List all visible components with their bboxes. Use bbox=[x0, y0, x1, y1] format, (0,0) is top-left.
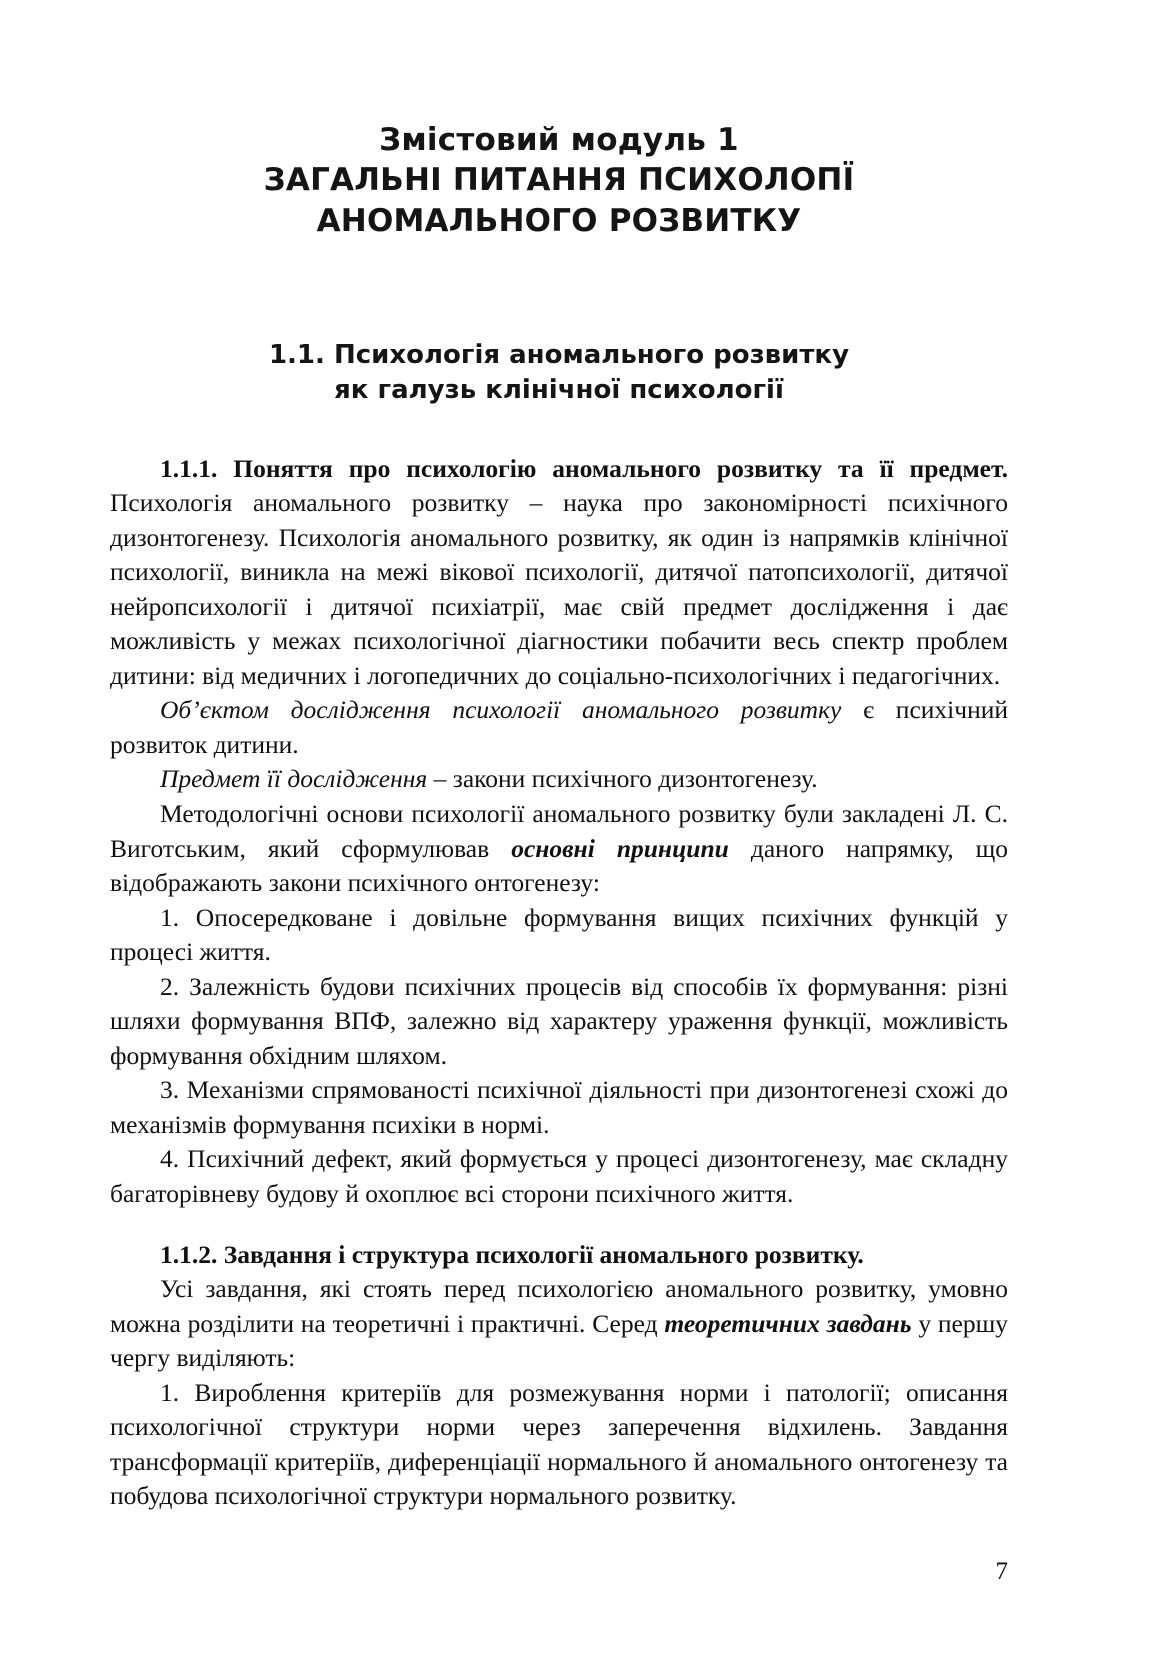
subsection-2-opening-paragraph bbox=[110, 1272, 1008, 1376]
tasks-intro-part-2: у першу чергу виділяють: bbox=[110, 1308, 1008, 1373]
principle-item: 4. Психічний дефект, який формується у процесі дизонтогенезу, має складну багаторівневу будову й охоплює всі сторони психічного життя. bbox=[110, 1144, 1008, 1209]
page-number: 7 bbox=[995, 1558, 1008, 1585]
subsection-1-paragraph-1: Психологія аномального розвитку – наука про закономірності психічного дизонтогенезу. Психологія аномального розвитку, як один із напрямків клінічної психології, виникла на межі вікової психології, дитячої патопсихології, дитячої нейропсихології і дитячої психіатрії, має свій предмет дослідження і дає можливість у межах психологічної діагностики побачити весь спектр проблем дитини: від медичних і логопедичних до соціально-психологічних і педагогічних. bbox=[110, 488, 1008, 690]
methodological-basis-paragraph bbox=[110, 797, 1008, 901]
section-heading bbox=[110, 338, 1008, 408]
section-spacer bbox=[110, 1212, 1008, 1238]
object-of-research-rest: є психічний розвиток дитини. bbox=[110, 695, 1009, 759]
basic-principles-emphasis: основні принципи bbox=[511, 833, 729, 863]
principle-item: 2. Залежність будови психічних процесів від способів їх формування: різні шляхи формування ВПФ, залежно від характеру ураження функції, можливість формування обхідним шляхом. bbox=[110, 971, 1008, 1070]
object-of-research-paragraph bbox=[110, 693, 1008, 762]
methodological-basis-part-1: Методологічні основи психології аномального розвитку були закладені Л. С. Виготським, який сформулював bbox=[110, 799, 1008, 863]
methodological-basis-part-2: даного напрямку, що відображають закони психічного онтогенезу: bbox=[110, 833, 1009, 898]
subject-of-research-rest: – закони психічного дизонтогенезу. bbox=[427, 764, 818, 794]
subsection-1-opening-paragraph bbox=[110, 452, 1008, 694]
section-heading-line-2: як галузь клінічної психології bbox=[334, 374, 784, 405]
task-item: 1. Вироблення критеріїв для розмежування норми і патології; описання психологічної структури норми через заперечення відхилень. Завдання трансформації критеріїв, диференціації нормального й аномального онтогенезу та побудова психологічної структури нормального розвитку. bbox=[110, 1377, 1008, 1511]
module-heading-line-1: Змістовий модуль 1 bbox=[379, 122, 739, 158]
principle-item: 1. Опосередковане і довільне формування вищих психічних функцій у процесі життя. bbox=[110, 902, 1008, 967]
subsection-2-title-paragraph bbox=[110, 1238, 1008, 1273]
module-heading-line-3: АНОМАЛЬНОГО РОЗВИТКУ bbox=[316, 202, 802, 239]
module-heading bbox=[110, 120, 1008, 241]
subject-of-research-italic: Предмет її дослідження bbox=[160, 764, 428, 794]
subsection-1-title: 1.1.1. Поняття про психологію аномального розвитку та її предмет. bbox=[160, 453, 1008, 483]
tasks-intro-part-1: Усі завдання, які стоять перед психологією аномального розвитку, умовно можна розділити на теоретичні і практичні. Серед bbox=[110, 1274, 1008, 1338]
object-of-research-italic: Об’єктом дослідження психології аномального розвитку bbox=[160, 695, 842, 725]
subject-of-research-paragraph bbox=[110, 762, 1008, 797]
theoretical-tasks-emphasis: теоретичних завдань bbox=[664, 1308, 912, 1338]
section-heading-line-1: 1.1. Психологія аномального розвитку bbox=[268, 339, 850, 370]
principle-item: 3. Механізми спрямованості психічної діяльності при дизонтогенезі схожі до механізмів формування психіки в нормі. bbox=[110, 1075, 1008, 1139]
subsection-2-title: 1.1.2. Завдання і структура психології аномального розвитку. bbox=[160, 1239, 864, 1269]
body-content bbox=[110, 452, 1008, 1514]
module-heading-line-2: ЗАГАЛЬНІ ПИТАННЯ ПСИХОЛОПЇ bbox=[263, 162, 855, 199]
